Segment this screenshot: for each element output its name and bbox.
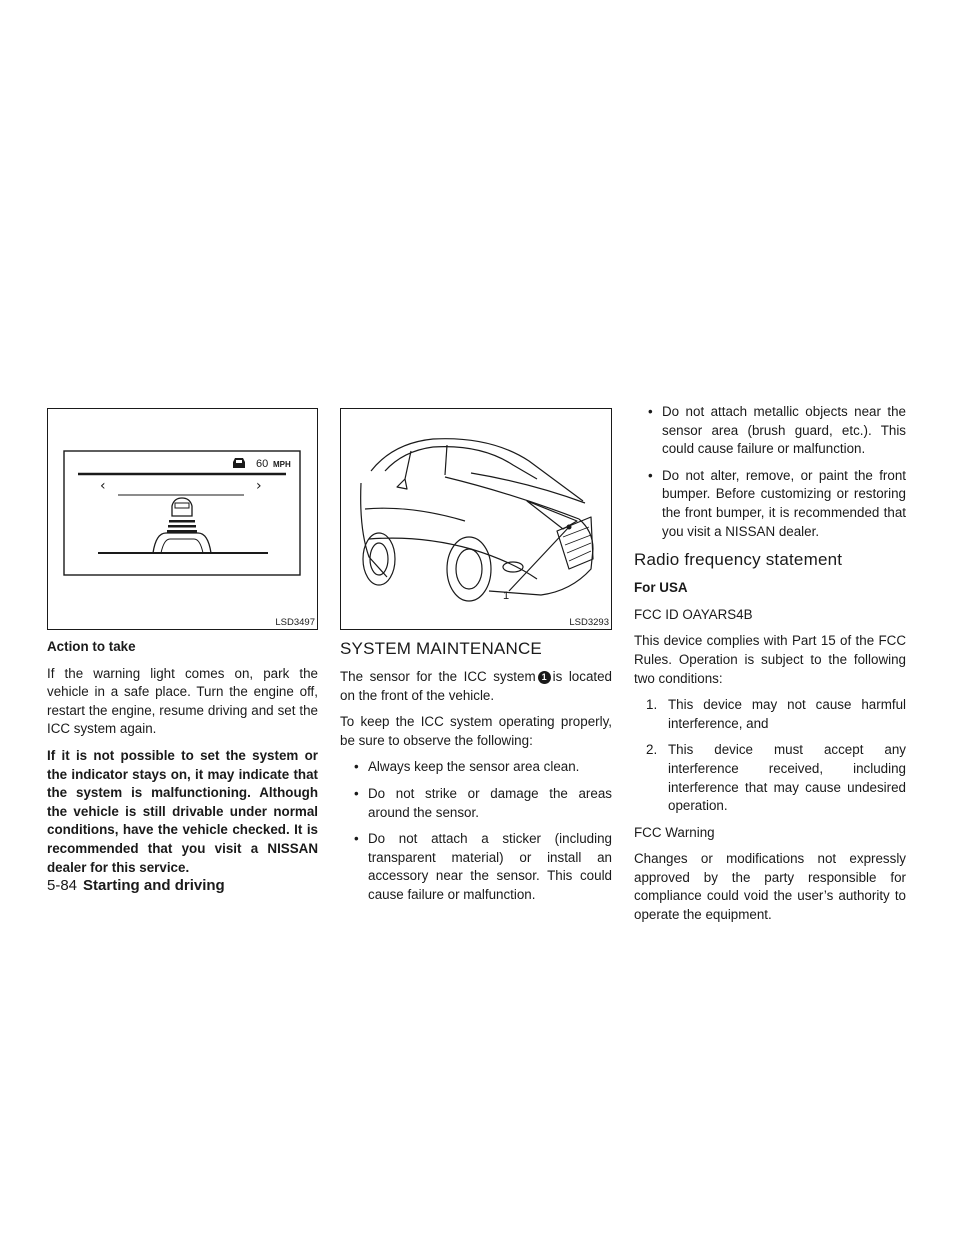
speed-value: 60 [256, 458, 269, 470]
list-item: • Do not attach a sticker (including transparent material) or install an accessory near the sensor. This could cause failure or malfunction. [354, 831, 612, 902]
list-item: 2. This device must accept any interference received, including interference that may cause undesired operation. [646, 742, 906, 814]
section-title: Radio frequency statement [634, 550, 843, 570]
bullet-icon: • [354, 759, 359, 775]
figure-code: LSD3293 [569, 617, 609, 628]
list-item: • Do not alter, remove, or paint the front bumper. Before customizing or restoring the front bumper, it is recommended that you visit a NISSAN dealer. [648, 467, 906, 539]
paragraph: This device complies with Part 15 of the FCC Rules. Operation is subject to the following two conditions: [634, 633, 906, 686]
bullet-icon: • [648, 404, 653, 419]
paragraph: Changes or modifications not expressly approved by the party responsible for compliance could void the user’s authority to operate the equipment. [634, 851, 906, 923]
bullet-icon: • [648, 467, 653, 483]
paragraph: To keep the ICC system operating properly, be sure to observe the following: [340, 714, 612, 748]
bullet-icon: • [354, 831, 359, 847]
paragraph-intro: The sensor for the ICC system 1 is located on the front of the vehicle. [340, 669, 613, 703]
column-2 [340, 408, 612, 913]
speed-unit: MPH [273, 460, 291, 469]
paragraph: If the warning light comes on, park the vehicle in a safe place. Turn the engine off, restart the engine, resume driving and set the ICC system again. [47, 665, 318, 737]
vehicle-front-illustration [341, 409, 613, 631]
lead-car-icon [172, 498, 192, 516]
bullet-icon: • [354, 785, 359, 801]
heading-action: Action to take [47, 639, 136, 654]
column-1 [47, 408, 318, 885]
list-item: 1. This device may not cause harmful interference, and [646, 697, 906, 731]
page-footer [47, 876, 225, 896]
page-number: 5-84 [47, 877, 78, 894]
list-item: • Always keep the sensor area clean. [340, 758, 612, 777]
figure-display [47, 408, 318, 630]
paragraph-bold: If it is not possible to set the system or the indicator stays on, it may indicate that the system is malfunctioning. Although the vehicle is still drivable under normal conditions, have the vehicle checked. It is recommended that you visit a NISSAN dealer for this service. [47, 747, 318, 875]
list-item: • Do not attach metallic objects near the sensor area (brush guard, etc.). This could cause failure or malfunction. [648, 404, 906, 457]
own-vehicle-icon [153, 533, 211, 553]
callout-badge: 1 [538, 671, 551, 684]
section-title: SYSTEM MAINTENANCE [340, 639, 542, 658]
figure-code: LSD3497 [275, 617, 315, 628]
column-3 [634, 403, 906, 933]
warning-heading: FCC Warning [634, 824, 715, 840]
list-item: • Do not strike or damage the areas around the sensor. [354, 785, 612, 820]
vehicle-ahead-icon [233, 458, 245, 468]
figure-vehicle [340, 408, 612, 630]
subheading: For USA [634, 580, 688, 596]
icc-display-illustration [48, 409, 319, 631]
left-arrow-icon: ‹ [100, 478, 106, 494]
chapter-title: Starting and driving [83, 877, 225, 894]
callout-number: 1 [503, 590, 510, 602]
fcc-id: FCC ID OAYARS4B [634, 606, 753, 622]
right-arrow-icon: › [256, 478, 262, 494]
